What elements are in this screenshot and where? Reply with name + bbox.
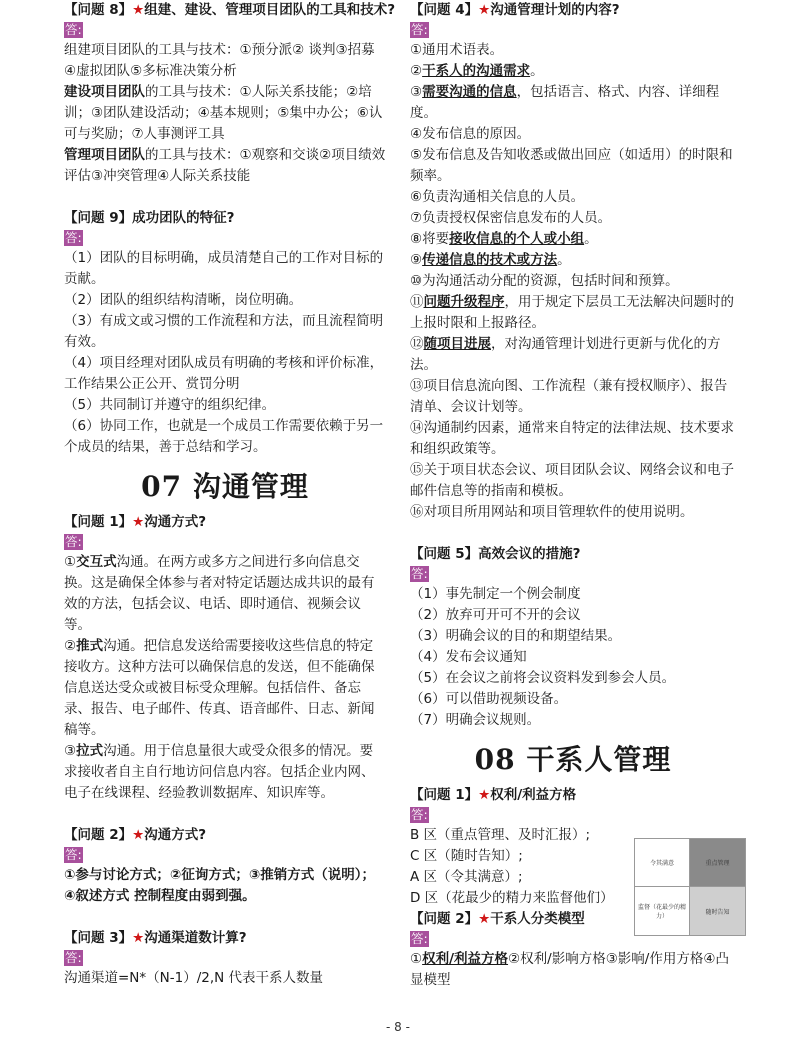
question-heading: 【问题 1】★权利/利益方格 [410, 787, 577, 803]
grid-cell: 重点管理 [690, 839, 745, 887]
paragraph: ①参与讨论方式；②征询方式；③推销方式（说明）；④叙述方式 控制程度由弱到强。 [64, 867, 376, 904]
answer-tag: 答: [65, 950, 82, 965]
answer-tag: 答: [411, 931, 428, 946]
paragraph: 沟通渠道=N*（N-1）/2,N 代表干系人数量 [64, 970, 324, 986]
question-heading: 【问题 9】成功团队的特征? [64, 210, 235, 226]
star-icon: ★ [132, 2, 145, 18]
list-item: （3）有成文或习惯的工作流程和方法，而且流程简明有效。 [64, 313, 384, 350]
left-column [64, 0, 396, 989]
list-item: （6）可以借助视频设备。 [410, 691, 568, 707]
list-item: ②干系人的沟通需求。 [410, 63, 544, 79]
list-item: ⑬项目信息流向图、工作流程（兼有授权顺序）、报告清单、会议计划等。 [410, 378, 728, 415]
list-item: ⑧将要接收信息的个人或小组。 [410, 231, 598, 247]
chapter-title: 07 沟通管理 [141, 470, 309, 503]
list-item: ⑦负责授权保密信息发布的人员。 [410, 210, 612, 226]
star-icon: ★ [132, 827, 145, 843]
list-item: （1）事先制定一个例会制度 [410, 586, 581, 602]
list-item: ⑫随项目进展，对沟通管理计划进行更新与优化的方法。 [410, 336, 721, 373]
list-item: （1）团队的目标明确，成员清楚自己的工作对目标的贡献。 [64, 250, 384, 287]
star-icon: ★ [478, 787, 491, 803]
paragraph: ②推式沟通。把信息发送给需要接收这些信息的特定接收方。这种方法可以确保信息的发送，但不能确保信息送达受众或被目标受众理解。包括信件、备忘录、报告、电子邮件、传真、语音邮件、日志、新闻稿等。 [64, 638, 375, 738]
answer-tag: 答: [65, 22, 82, 37]
grid-cell: 监督（花最少的精力） [635, 887, 690, 935]
list-item: C 区（随时告知）; [410, 848, 523, 864]
answer-tag: 答: [411, 807, 428, 822]
list-item: A 区（令其满意）; [410, 869, 523, 885]
list-item: （2）放弃可开可不开的会议 [410, 607, 581, 623]
plan-list [410, 40, 736, 523]
star-icon: ★ [132, 930, 145, 946]
list-item: ①通用术语表。 [410, 42, 504, 58]
list-item: ⑭沟通制约因素，通常来自特定的法律法规、技术要求和组织政策等。 [410, 420, 734, 457]
list-item: ⑯对项目所用网站和项目管理软件的使用说明。 [410, 504, 694, 520]
list-item: ⑤发布信息及告知收悉或做出回应（如适用）的时限和频率。 [410, 147, 733, 184]
paragraph: 管理项目团队的工具与技术：①观察和交谈②项目绩效评估③冲突管理④人际关系技能 [64, 147, 386, 184]
grid-cell: 随时告知 [690, 887, 745, 935]
answer-tag: 答: [65, 230, 82, 245]
star-icon: ★ [478, 911, 491, 927]
list-item: ④发布信息的原因。 [410, 126, 531, 142]
list-item: （5）共同制订并遵守的组织纪律。 [64, 397, 276, 413]
answer-tag: 答: [411, 22, 428, 37]
question-heading: 【问题 4】★沟通管理计划的内容? [410, 2, 620, 18]
list-item: （7）明确会议规则。 [410, 712, 541, 728]
grid-cell: 令其满意 [635, 839, 690, 887]
star-icon: ★ [478, 2, 491, 18]
list-item: ⑮关于项目状态会议、项目团队会议、网络会议和电子邮件信息等的指南和模板。 [410, 462, 734, 499]
power-interest-grid [634, 838, 746, 936]
page-number: - 8 - [386, 1020, 410, 1034]
answer-tag: 答: [65, 534, 82, 549]
list-item: ⑨传递信息的技术或方法。 [410, 252, 571, 268]
question-heading: 【问题 2】★沟通方式? [64, 827, 207, 843]
list-item: （4）发布会议通知 [410, 649, 527, 665]
list-item: ⑩为沟通活动分配的资源，包括时间和预算。 [410, 273, 679, 289]
list-item: （5）在会议之前将会议资料发到参会人员。 [410, 670, 676, 686]
answer-tag: 答: [411, 566, 428, 581]
question-heading: 【问题 5】高效会议的措施? [410, 546, 581, 562]
paragraph: 组建项目团队的工具与技术：①预分派② 谈判③招募④虚拟团队⑤多标准决策分析 [64, 42, 375, 79]
star-icon: ★ [132, 514, 145, 530]
list-item: （2）团队的组织结构清晰，岗位明确。 [64, 292, 303, 308]
answer-tag: 答: [65, 847, 82, 862]
list-item: （6）协同工作，也就是一个成员工作需要依赖于另一个成员的结果，善于总结和学习。 [64, 418, 384, 455]
paragraph: 建设项目团队的工具与技术：①人际关系技能；②培训；③团队建设活动；④基本规则；⑤集中办公；⑥认可与奖励；⑦人事测评工具 [64, 84, 383, 142]
paragraph: ①交互式沟通。在两方或多方之间进行多向信息交换。这是确保全体参与者对特定话题达成共识的最有效的方法，包括会议、电话、即时通信、视频会议等。 [64, 554, 375, 633]
list-item: B 区（重点管理、及时汇报）; [410, 827, 591, 843]
question-heading: 【问题 1】★沟通方式? [64, 514, 207, 530]
question-heading: 【问题 8】★组建、建设、管理项目团队的工具和技术? [64, 2, 396, 18]
chapter-title: 08 干系人管理 [474, 743, 672, 776]
list-item: （4）项目经理对团队成员有明确的考核和评价标准，工作结果公正公开、赏罚分明 [64, 355, 384, 392]
list-item: ③需要沟通的信息，包括语言、格式、内容、详细程度。 [410, 84, 720, 121]
list-item: ⑪问题升级程序，用于规定下层员工无法解决问题时的上报时限和上报路径。 [410, 294, 734, 331]
list-item: （3）明确会议的目的和期望结果。 [410, 628, 622, 644]
paragraph: ③拉式沟通。用于信息量很大或受众很多的情况。要求接收者自主自行地访问信息内容。包括企业内网、电子在线课程、经验教训数据库、知识库等。 [64, 743, 375, 801]
list-item: D 区（花最少的精力来监督他们） [410, 890, 614, 906]
paragraph: ①权利/利益方格②权利/影响方格③影响/作用方格④凸显模型 [410, 951, 729, 988]
question-heading: 【问题 2】★干系人分类模型 [410, 911, 585, 927]
list-item: ⑥负责沟通相关信息的人员。 [410, 189, 585, 205]
question-heading: 【问题 3】★沟通渠道数计算? [64, 930, 247, 946]
